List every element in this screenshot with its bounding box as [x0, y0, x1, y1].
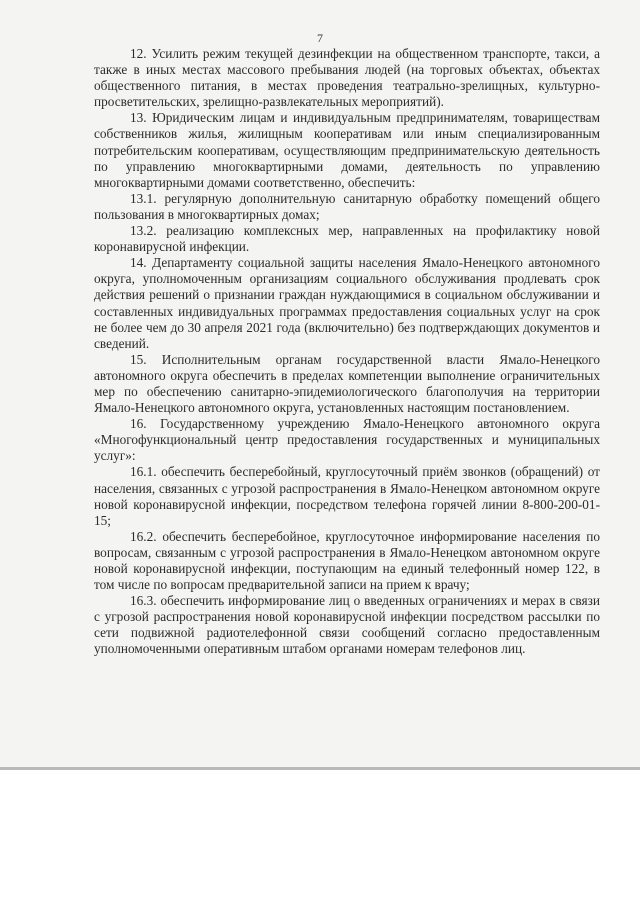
page-number: 7 — [317, 31, 323, 45]
document-body — [94, 46, 600, 658]
paragraph-16-1: 16.1. обеспечить бесперебойный, круглосуточный приём звонков (обращений) от населения, связанных с угрозой распространения в Ямало-Ненецком автономном округе новой коронавирусной инфекции, посредством телефона горячей линии 8-800-200-01-15; — [94, 464, 600, 528]
paragraph-12: 12. Усилить режим текущей дезинфекции на общественном транспорте, такси, а также в иных местах массового пребывания людей (на торговых объектах, объектах общественного питания, в местах проведения театрально-зрелищных, культурно-просветительских, зрелищно-развлекательных мероприятий). — [94, 46, 600, 110]
paragraph-16-3: 16.3. обеспечить информирование лиц о введенных ограничениях и мерах в связи с угрозой распространения новой коронавирусной инфекции посредством рассылки по сети подвижной радиотелефонной связи сообщений согласно предоставленным уполномоченными оперативным штабом органами номерам телефонов лиц. — [94, 593, 600, 657]
paragraph-16: 16. Государственному учреждению Ямало-Ненецкого автономного округа «Многофункциональный центр предоставления государственных и муниципальных услуг»: — [94, 416, 600, 464]
paragraph-16-2: 16.2. обеспечить бесперебойное, круглосуточное информирование населения по вопросам, связанным с угрозой распространения в Ямало-Ненецком автономном округе новой коронавирусной инфекции, поступающим на единый телефонный номер 122, в том числе по вопросам предварительной записи на прием к врачу; — [94, 528, 600, 593]
paragraph-13-1: 13.1. регулярную дополнительную санитарную обработку помещений общего пользования в многоквартирных домах; — [94, 190, 600, 222]
paragraph-13-2: 13.2. реализацию комплексных мер, направленных на профилактику новой коронавирусной инфекции. — [94, 223, 600, 255]
paragraph-13: 13. Юридическим лицам и индивидуальным предпринимателям, товариществам собственников жилья, жилищным кооперативам или иным специализированным потребительским кооперативам, осуществляющим предпринимательскую деятельность по управлению многоквартирными домами, деятельность по управлению многоквартирными домами соответственно, обеспечить: — [94, 110, 600, 190]
paragraph-15: 15. Исполнительным органам государственной власти Ямало-Ненецкого автономного округа обеспечить в пределах компетенции выполнение ограничительных мер по обеспечению санитарно-эпидемиологического благополучия на территории Ямало-Ненецкого автономного округа, установленных настоящим постановлением. — [94, 351, 600, 416]
paragraph-14: 14. Департаменту социальной защиты населения Ямало-Ненецкого автономного округа, уполномоченным организациям социального обслуживания продлевать срок действия решений о признании граждан нуждающимися в социальном обслуживании и составленных индивидуальных программах предоставления социальных услуг на срок не более чем до 30 апреля 2021 года (включительно) без подтверждающих документов и сведений. — [94, 255, 600, 351]
